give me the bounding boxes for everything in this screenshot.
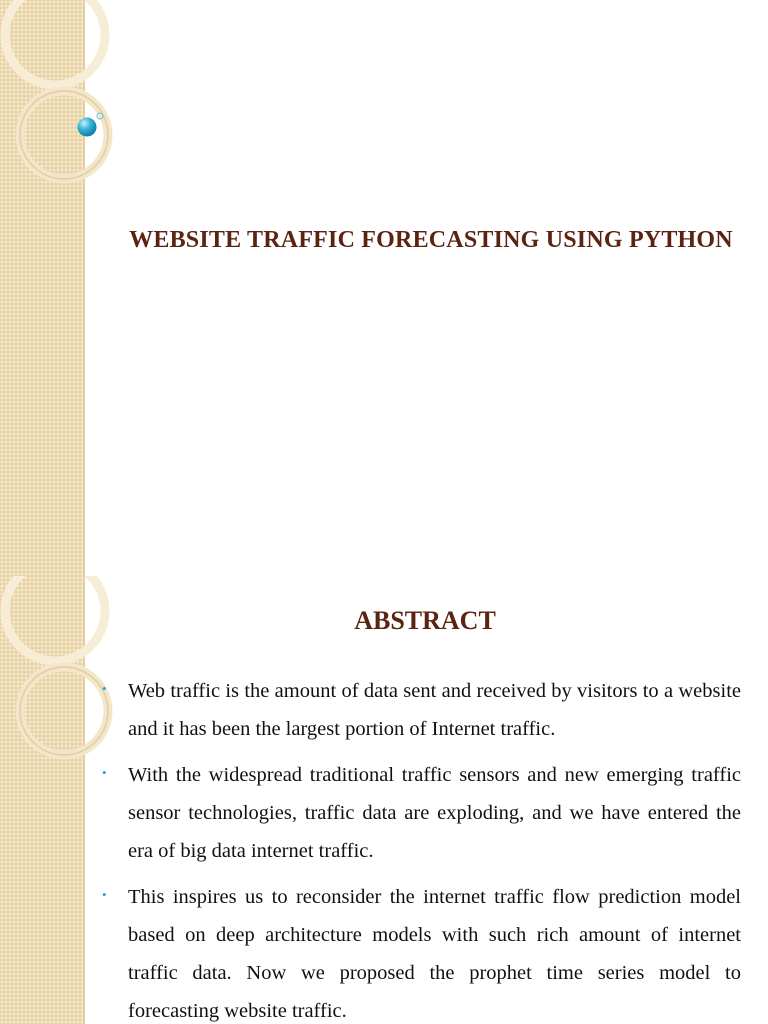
list-item xyxy=(100,756,741,870)
slide-title: WEBSITE TRAFFIC FORECASTING USING PYTHON xyxy=(129,227,733,253)
bullet-text: This inspires us to reconsider the internet traffic flow prediction model based on deep architecture models with such rich amount of internet traffic data. Now we proposed the prophet time series model to forecasting website traffic. xyxy=(128,886,741,1022)
abstract-slide xyxy=(0,576,768,1024)
abstract-heading: ABSTRACT xyxy=(354,606,496,635)
bullet-dot-icon: • xyxy=(102,887,107,902)
bullet-text: With the widespread traditional traffic sensors and new emerging traffic sensor technologies, traffic data are exploding, and we have entered the era of big data internet traffic. xyxy=(128,764,741,862)
list-item xyxy=(100,878,741,1024)
abstract-bullet-list xyxy=(100,672,741,1024)
decorative-rings xyxy=(0,0,120,200)
bullet-dot-icon: • xyxy=(102,681,107,696)
blue-orb-icon xyxy=(78,118,97,137)
bullet-text: Web traffic is the amount of data sent and received by visitors to a website and it has been the largest portion of Internet traffic. xyxy=(128,680,741,740)
list-item xyxy=(100,672,741,748)
bullet-dot-icon: • xyxy=(102,765,107,780)
